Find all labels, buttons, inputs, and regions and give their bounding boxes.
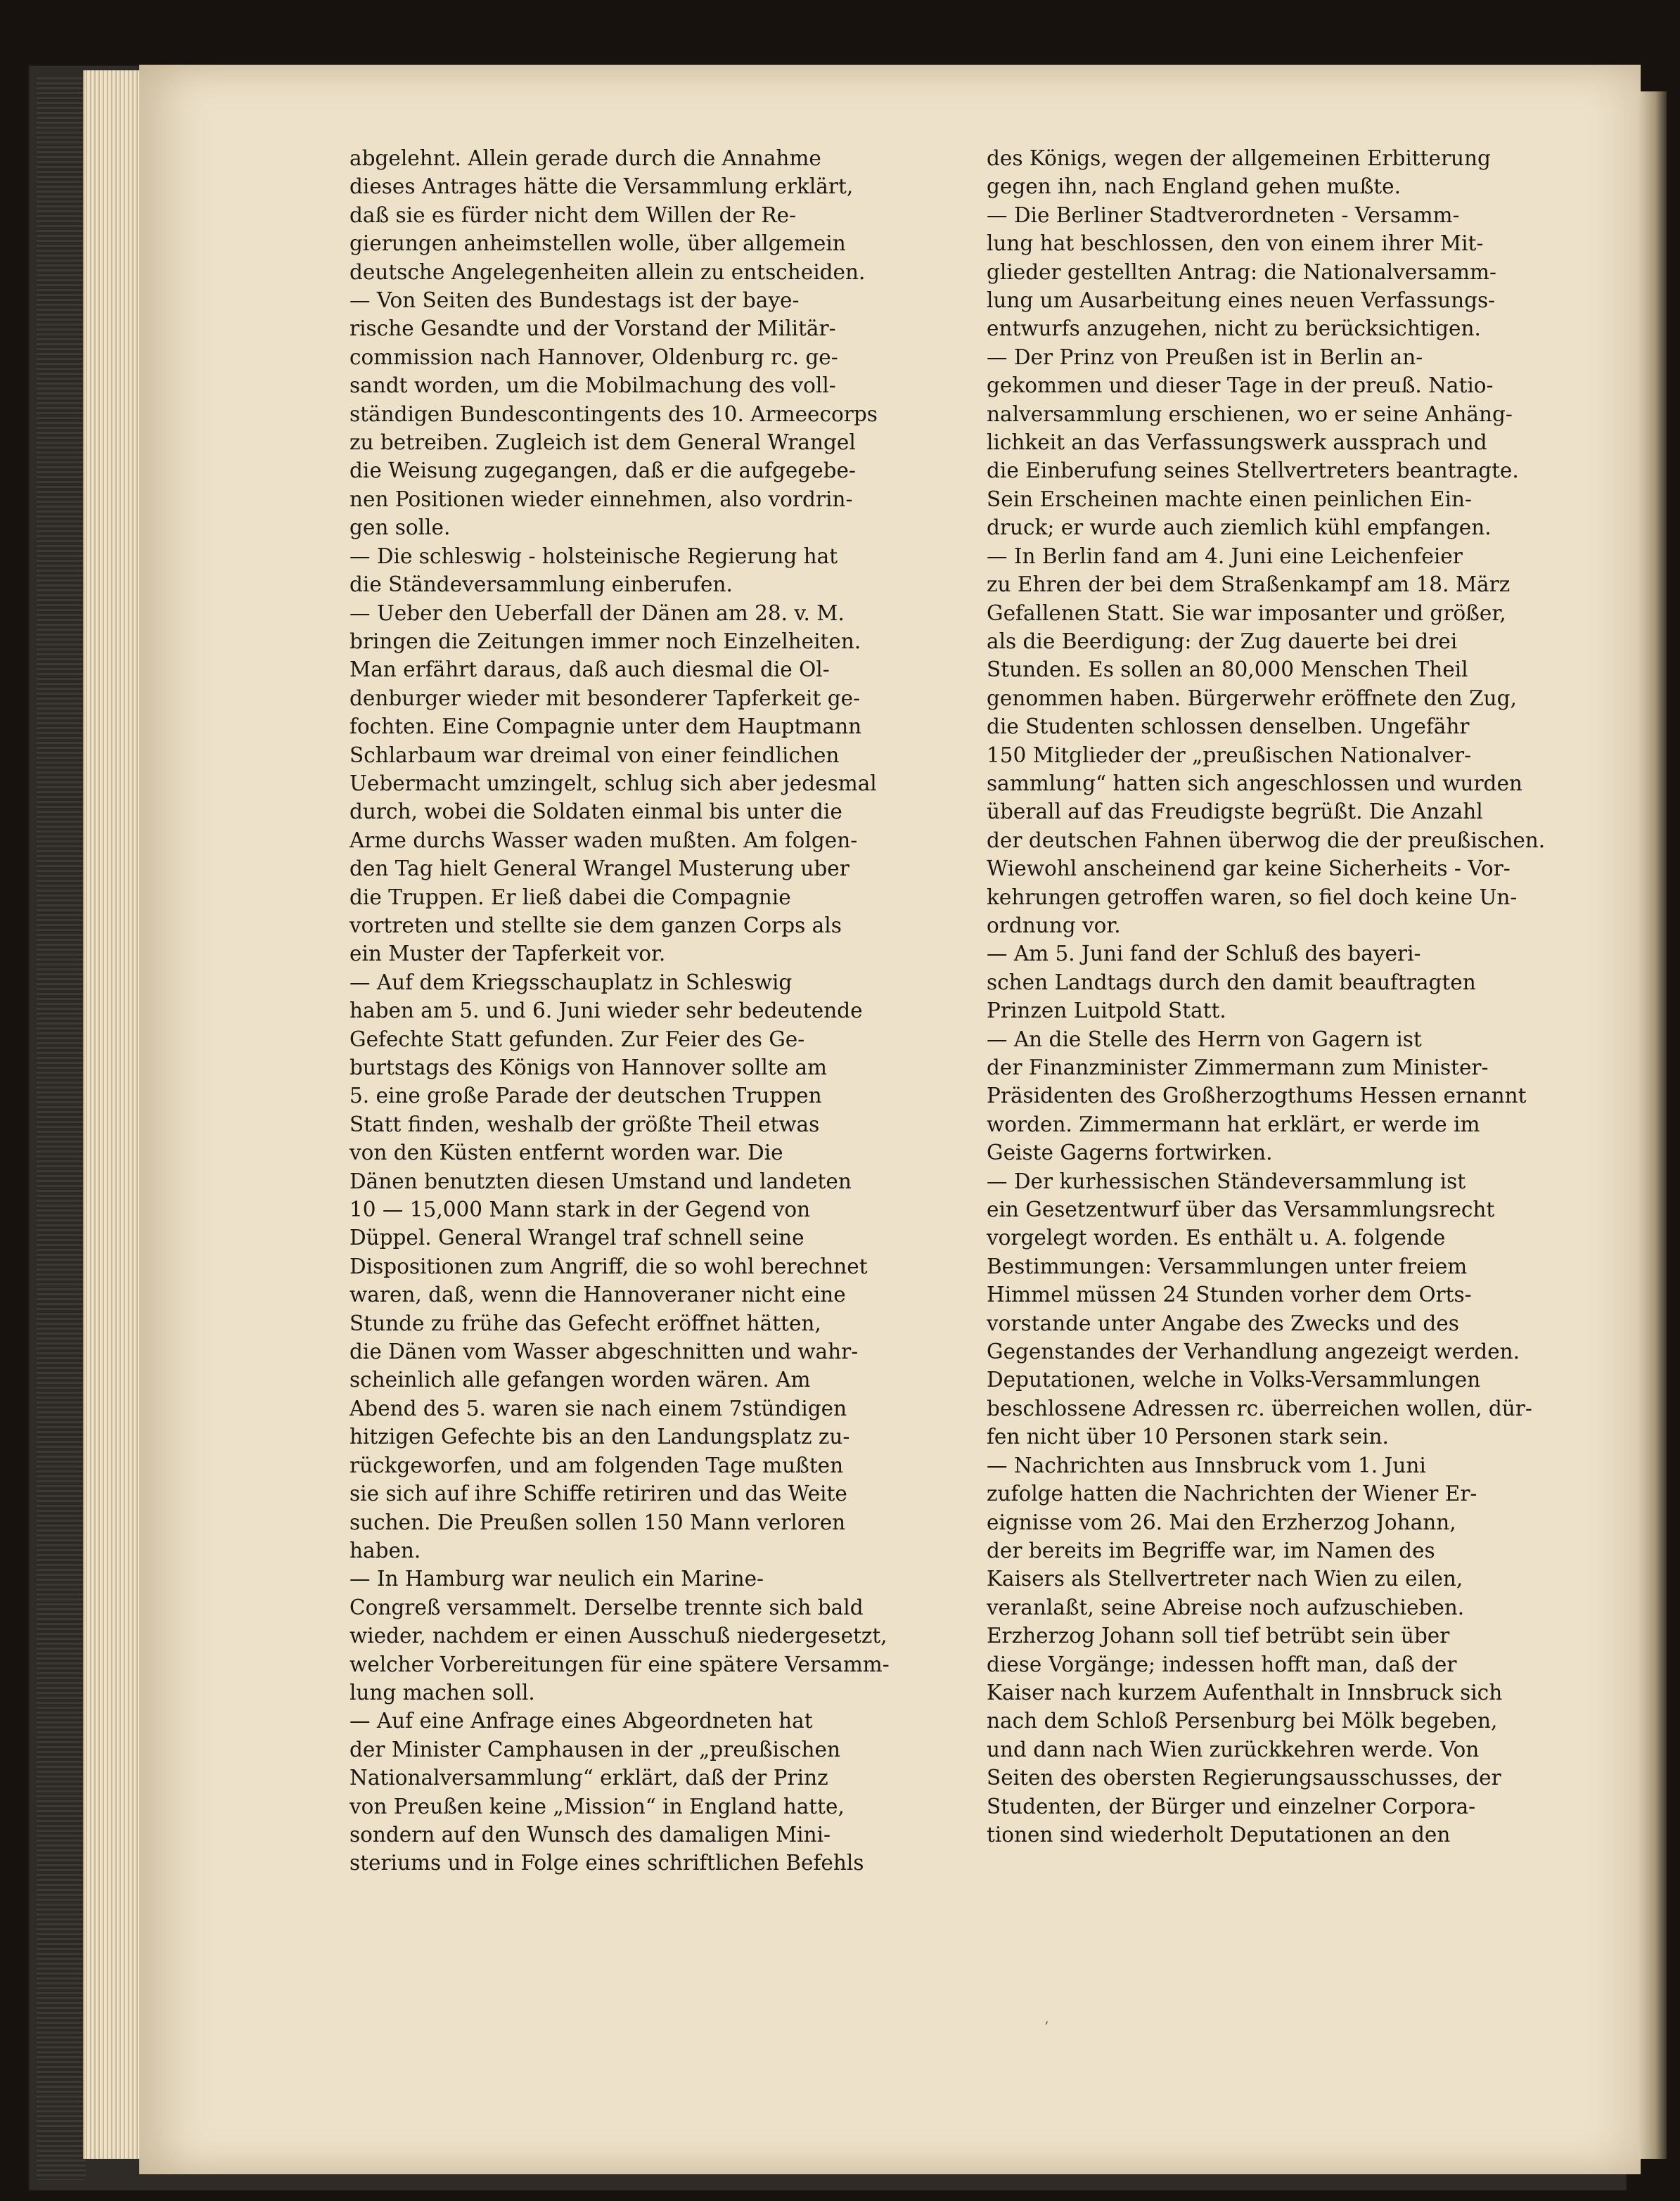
text-line: Gefechte Statt gefunden. Zur Feier des Ge-	[350, 1027, 805, 1051]
text-line: und dann nach Wien zurückkehren werde. Von	[987, 1737, 1480, 1762]
text-line: Stunde zu frühe das Gefecht eröffnet hätten,	[350, 1311, 821, 1335]
text-line: vortreten und stellte sie dem ganzen Corps als	[350, 913, 842, 937]
text-line: der deutschen Fahnen überwog die der preußischen.	[987, 828, 1546, 852]
text-line: Sein Erscheinen machte einen peinlichen Ein-	[987, 487, 1472, 511]
text-line: ein Muster der Tapferkeit vor.	[350, 942, 666, 966]
text-line: Stunden. Es sollen an 80,000 Menschen Theil	[987, 657, 1468, 682]
text-line: bringen die Zeitungen immer noch Einzelheiten.	[350, 629, 861, 653]
text-line: — Auf dem Kriegsschauplatz in Schleswig	[350, 970, 793, 994]
text-line: daß sie es fürder nicht dem Willen der Re-	[350, 203, 797, 227]
text-line: abgelehnt. Allein gerade durch die Annahme	[350, 146, 821, 170]
text-line: burtstags des Königs von Hannover sollte am	[350, 1055, 828, 1079]
text-line: — Am 5. Juni fand der Schluß des bayeri-	[987, 942, 1421, 966]
text-line: genommen haben. Bürgerwehr eröffnete den Zug,	[987, 686, 1517, 710]
text-line: 150 Mitglieder der „preußischen Nationalver-	[987, 743, 1472, 767]
text-line: haben am 5. und 6. Juni wieder sehr bedeutende	[350, 999, 863, 1023]
text-line: zufolge hatten die Nachrichten der Wiener Er-	[987, 1482, 1477, 1506]
text-line: der Minister Camphausen in der „preußischen	[350, 1737, 841, 1762]
text-line: Uebermacht umzingelt, schlug sich aber jedesmal	[350, 771, 877, 795]
text-line: worden. Zimmermann hat erklärt, er werde im	[987, 1112, 1480, 1136]
text-line: kehrungen getroffen waren, so fiel doch keine Un-	[987, 885, 1518, 909]
text-line: des Königs, wegen der allgemeinen Erbitterung	[987, 146, 1491, 170]
text-line: scheinlich alle gefangen worden wären. Am	[350, 1368, 811, 1392]
text-line: Himmel müssen 24 Stunden vorher dem Orts-	[987, 1283, 1472, 1307]
text-line: hitzigen Gefechte bis an den Landungsplatz zu-	[350, 1425, 850, 1449]
text-line: veranlaßt, seine Abreise noch aufzuschieben.	[987, 1595, 1465, 1619]
text-line: vorstande unter Angabe des Zwecks und des	[987, 1311, 1459, 1335]
text-line: Präsidenten des Großherzogthums Hessen ernannt	[987, 1084, 1527, 1108]
text-line: glieder gestellten Antrag: die Nationalversamm-	[987, 259, 1496, 284]
text-line: deutsche Angelegenheiten allein zu entscheiden.	[350, 259, 866, 284]
text-line: rückgeworfen, und am folgenden Tage mußten	[350, 1453, 844, 1477]
text-line: Wiewohl anscheinend gar keine Sicherheits - Vor-	[987, 856, 1511, 881]
text-line: überall auf das Freudigste begrüßt. Die Anzahl	[987, 800, 1483, 824]
text-line: Seiten des obersten Regierungsausschusses, der	[987, 1766, 1501, 1790]
text-line: den Tag hielt General Wrangel Musterung uber	[350, 856, 849, 881]
footer-mark: ’	[1044, 2018, 1049, 2035]
text-line: lung machen soll.	[350, 1680, 535, 1705]
text-line: denburger wieder mit besonderer Tapferkeit ge-	[350, 686, 861, 710]
text-line: Dänen benutzten diesen Umstand und landeten	[350, 1169, 852, 1193]
text-line: gegen ihn, nach England gehen mußte.	[987, 174, 1401, 199]
text-line: zu betreiben. Zugleich ist dem General Wrangel	[350, 430, 856, 455]
text-line: eignisse vom 26. Mai den Erzherzog Johann,	[987, 1510, 1456, 1534]
text-line: diese Vorgänge; indessen hofft man, daß der	[987, 1652, 1457, 1676]
text-line: rische Gesandte und der Vorstand der Militär-	[350, 316, 836, 341]
text-line: Congreß versammelt. Derselbe trennte sich bald	[350, 1595, 864, 1619]
text-line: — In Berlin fand am 4. Juni eine Leichenfeier	[987, 544, 1463, 568]
text-line: sie sich auf ihre Schiffe retiriren und das Weite	[350, 1482, 847, 1506]
text-line: Erzherzog Johann soll tief betrübt sein über	[987, 1624, 1450, 1648]
text-line: Deputationen, welche in Volks-Versammlungen	[987, 1368, 1481, 1392]
text-line: fochten. Eine Compagnie unter dem Hauptmann	[350, 714, 862, 739]
text-line: tionen sind wiederholt Deputationen an den	[987, 1822, 1451, 1847]
text-line: — An die Stelle des Herrn von Gagern ist	[987, 1027, 1422, 1051]
text-line: ein Gesetzentwurf über das Versammlungsrecht	[987, 1198, 1495, 1222]
text-line: Schlarbaum war dreimal von einer feindlichen	[350, 743, 840, 767]
text-line: entwurfs anzugehen, nicht zu berücksichtigen.	[987, 316, 1481, 341]
text-line: Arme durchs Wasser waden mußten. Am folgen-	[350, 828, 858, 852]
text-line: von den Küsten entfernt worden war. Die	[350, 1141, 783, 1165]
text-line: die Truppen. Er ließ dabei die Compagnie	[350, 885, 791, 909]
text-line: Düppel. General Wrangel traf schnell seine	[350, 1226, 804, 1250]
text-line: vorgelegt worden. Es enthält u. A. folgende	[987, 1226, 1446, 1250]
text-line: Kaisers als Stellvertreter nach Wien zu eilen,	[987, 1567, 1463, 1591]
text-line: gekommen und dieser Tage in der preuß. Natio-	[987, 373, 1494, 398]
text-line: lichkeit an das Verfassungswerk aussprach und	[987, 430, 1487, 455]
text-line: nen Positionen wieder einnehmen, also vordrin-	[350, 487, 853, 511]
text-line: — Nachrichten aus Innsbruck vom 1. Juni	[987, 1453, 1426, 1477]
text-line: die Studenten schlossen denselben. Ungefähr	[987, 714, 1470, 739]
text-line: die Ständeversammlung einberufen.	[350, 572, 733, 597]
left-text-column	[350, 144, 940, 1878]
page-stack-edges	[83, 70, 141, 2159]
text-line: Dispositionen zum Angriff, die so wohl berechnet	[350, 1254, 868, 1278]
text-line: sammlung“ hatten sich angeschlossen und wurden	[987, 771, 1522, 795]
right-text-column	[987, 144, 1584, 1849]
text-line: — Auf eine Anfrage eines Abgeordneten hat	[350, 1709, 813, 1733]
text-line: Man erfährt daraus, daß auch diesmal die Ol-	[350, 657, 830, 682]
text-line: sandt worden, um die Mobilmachung des voll-	[350, 373, 836, 398]
text-line: dieses Antrages hätte die Versammlung erklärt,	[350, 174, 854, 199]
text-line: druck; er wurde auch ziemlich kühl empfangen.	[987, 515, 1492, 540]
text-line: der Finanzminister Zimmermann zum Minister-	[987, 1055, 1489, 1079]
text-line: Kaiser nach kurzem Aufenthalt in Innsbruck sich	[987, 1680, 1503, 1705]
text-line: ordnung vor.	[987, 913, 1121, 937]
text-line: — Ueber den Ueberfall der Dänen am 28. v. M.	[350, 601, 845, 625]
text-line: — In Hamburg war neulich ein Marine-	[350, 1567, 764, 1591]
text-line: steriums und in Folge eines schriftlichen Befehls	[350, 1851, 864, 1875]
text-line: schen Landtags durch den damit beauftragten	[987, 970, 1476, 994]
text-line: Gefallenen Statt. Sie war imposanter und größer,	[987, 601, 1506, 625]
text-line: die Dänen vom Wasser abgeschnitten und wahr-	[350, 1340, 859, 1364]
text-line: — Von Seiten des Bundestags ist der baye-	[350, 288, 800, 313]
text-line: beschlossene Adressen rc. überreichen wollen, dür-	[987, 1396, 1532, 1420]
text-line: Geiste Gagerns fortwirken.	[987, 1141, 1273, 1165]
text-line: — Der kurhessischen Ständeversammlung ist	[987, 1169, 1466, 1193]
text-line: — Die schleswig - holsteinische Regierung hat	[350, 544, 838, 568]
text-line: Abend des 5. waren sie nach einem 7stündigen	[350, 1396, 847, 1420]
text-line: commission nach Hannover, Oldenburg rc. ge-	[350, 345, 838, 369]
page-right-edge	[1639, 91, 1667, 2159]
text-line: waren, daß, wenn die Hannoveraner nicht eine	[350, 1283, 846, 1307]
text-line: von Preußen keine „Mission“ in England hatte,	[350, 1794, 845, 1818]
text-line: wieder, nachdem er einen Ausschuß niedergesetzt,	[350, 1624, 887, 1648]
text-line: fen nicht über 10 Personen stark sein.	[987, 1425, 1389, 1449]
text-line: die Einberufung seines Stellvertreters beantragte.	[987, 458, 1519, 483]
text-line: gen solle.	[350, 515, 451, 540]
text-line: welcher Vorbereitungen für eine spätere Versamm-	[350, 1652, 890, 1676]
text-line: der bereits im Begriffe war, im Namen des	[987, 1538, 1435, 1562]
book-spine-binding	[37, 77, 86, 2180]
text-line: nalversammlung erschienen, wo er seine Anhäng-	[987, 402, 1513, 426]
text-line: als die Beerdigung: der Zug dauerte bei drei	[987, 629, 1458, 653]
text-line: Statt finden, weshalb der größte Theil etwas	[350, 1112, 820, 1136]
text-line: suchen. Die Preußen sollen 150 Mann verloren	[350, 1510, 846, 1534]
text-line: sondern auf den Wunsch des damaligen Mini-	[350, 1822, 831, 1847]
text-line: ständigen Bundescontingents des 10. Armeecorps	[350, 402, 878, 426]
text-line: 5. eine große Parade der deutschen Truppen	[350, 1084, 822, 1108]
text-line: die Weisung zugegangen, daß er die aufgegebe-	[350, 458, 856, 483]
text-line: Studenten, der Bürger und einzelner Corpora-	[987, 1794, 1476, 1818]
text-line: durch, wobei die Soldaten einmal bis unter die	[350, 800, 842, 824]
text-line: lung hat beschlossen, den von einem ihrer Mit-	[987, 231, 1484, 256]
text-line: Bestimmungen: Versammlungen unter freiem	[987, 1254, 1468, 1278]
text-line: Prinzen Luitpold Statt.	[987, 999, 1226, 1023]
text-line: gierungen anheimstellen wolle, über allgemein	[350, 231, 846, 256]
text-line: — Der Prinz von Preußen ist in Berlin an-	[987, 345, 1423, 369]
text-line: lung um Ausarbeitung eines neuen Verfassungs-	[987, 288, 1496, 313]
text-line: — Die Berliner Stadtverordneten - Versamm-	[987, 203, 1460, 227]
text-line: zu Ehren der bei dem Straßenkampf am 18. März	[987, 572, 1511, 597]
text-line: Gegenstandes der Verhandlung angezeigt werden.	[987, 1340, 1520, 1364]
text-line: 10 — 15,000 Mann stark in der Gegend von	[350, 1198, 811, 1222]
text-line: nach dem Schloß Persenburg bei Mölk begeben,	[987, 1709, 1498, 1733]
text-line: haben.	[350, 1538, 421, 1562]
text-line: Nationalversammlung“ erklärt, daß der Prinz	[350, 1766, 828, 1790]
